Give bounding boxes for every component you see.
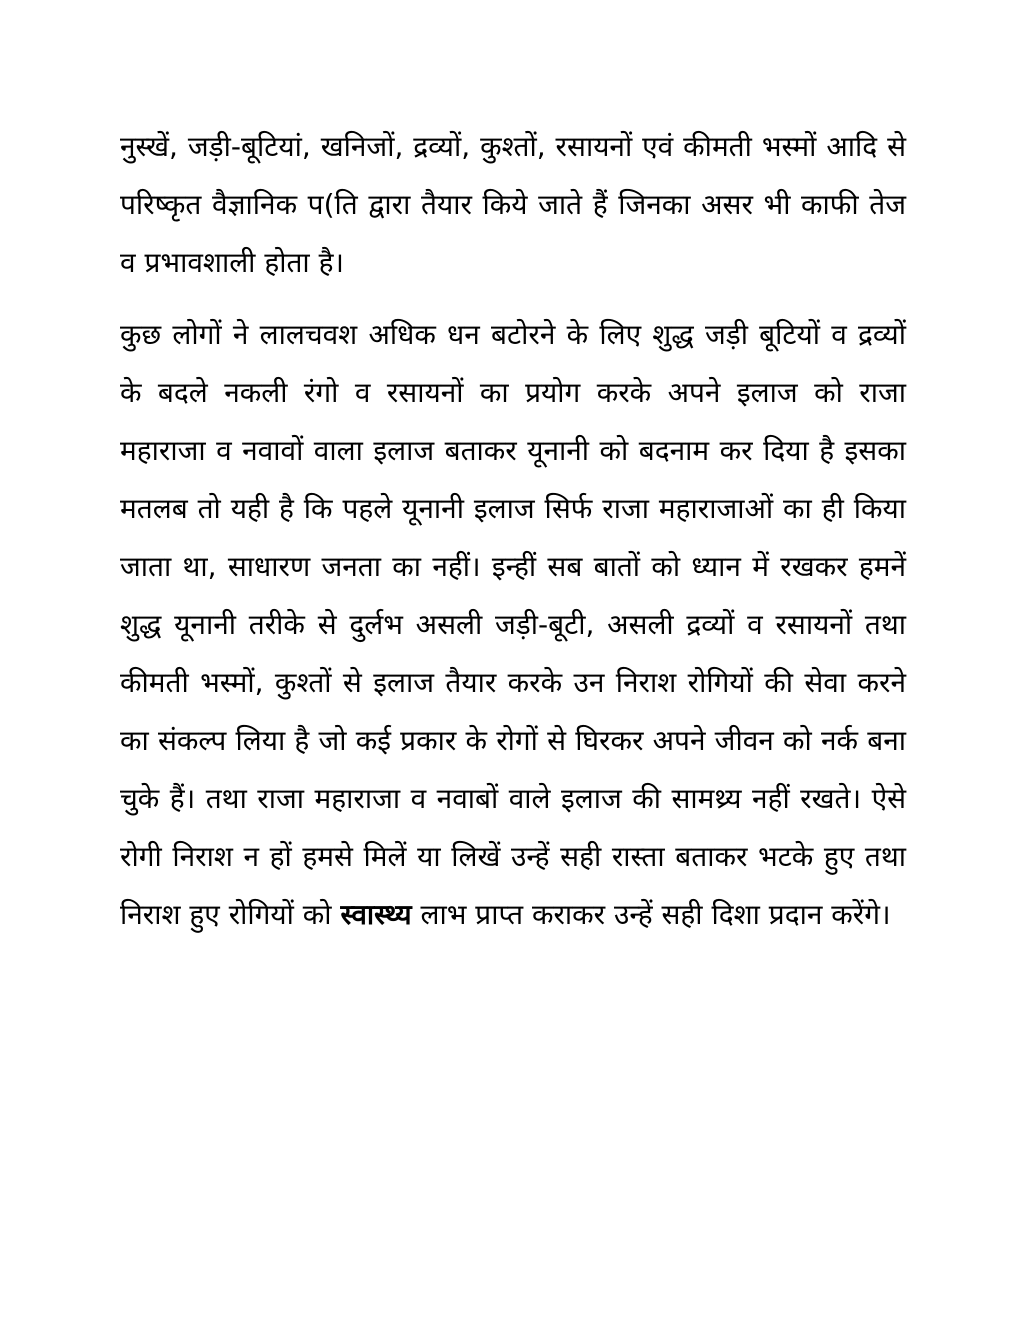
document-page [120,118,906,944]
bold-word: स्वास्थ्य [340,898,412,931]
paragraph-1 [120,118,906,292]
paragraph-2 [120,306,906,944]
paragraph-2-text: कुछ लोगों ने लालचवश अधिक धन बटोरने के लिए शुद्ध जड़ी बूटियों व द्रव्यों के बदले नकली रंगो व रसायनों का प्रयोग करके अपने इलाज को राजा महाराजा व नवावों वाला इलाज बताकर यूनानी को बदनाम कर दिया है इसका मतलब तो यही है कि पहले यूनानी इलाज सिर्फ राजा महाराजाओं का ही किया जाता था, साधारण जनता का नहीं। इन्हीं सब बातों को ध्यान में रखकर हमनें शुद्ध यूनानी तरीके से दुर्लभ असली जड़ी-बूटी, असली द्रव्यों व रसायनों तथा कीमती भस्मों, कुश्तों से इलाज तैयार करके उन निराश रोगियों की सेवा करने का संकल्प लिया है जो कई प्रकार के रोगों से घिरकर अपने जीवन को नर्क बना चुके हैं। तथा राजा महाराजा व नवाबों वाले इलाज की सामथ्र्य नहीं रखते। ऐसे रोगी निराश न हों हमसे मिलें या लिखें उन्हें सही रास्ता बताकर भटके हुए तथा निराश हुए रोगियों को [120,318,906,931]
paragraph-1-text: नुस्खें, जड़ी-बूटियां, खनिजों, द्रव्यों, कुश्तों, रसायनों एवं कीमती भस्मों आदि से परिष्कृत वैज्ञानिक प(ति द्वारा तैयार किये जाते हैं जिनका असर भी काफी तेज व प्रभावशाली होता है। [120,130,906,279]
paragraph-2-tail: लाभ प्राप्त कराकर उन्हें सही दिशा प्रदान करेंगे। [411,898,891,931]
